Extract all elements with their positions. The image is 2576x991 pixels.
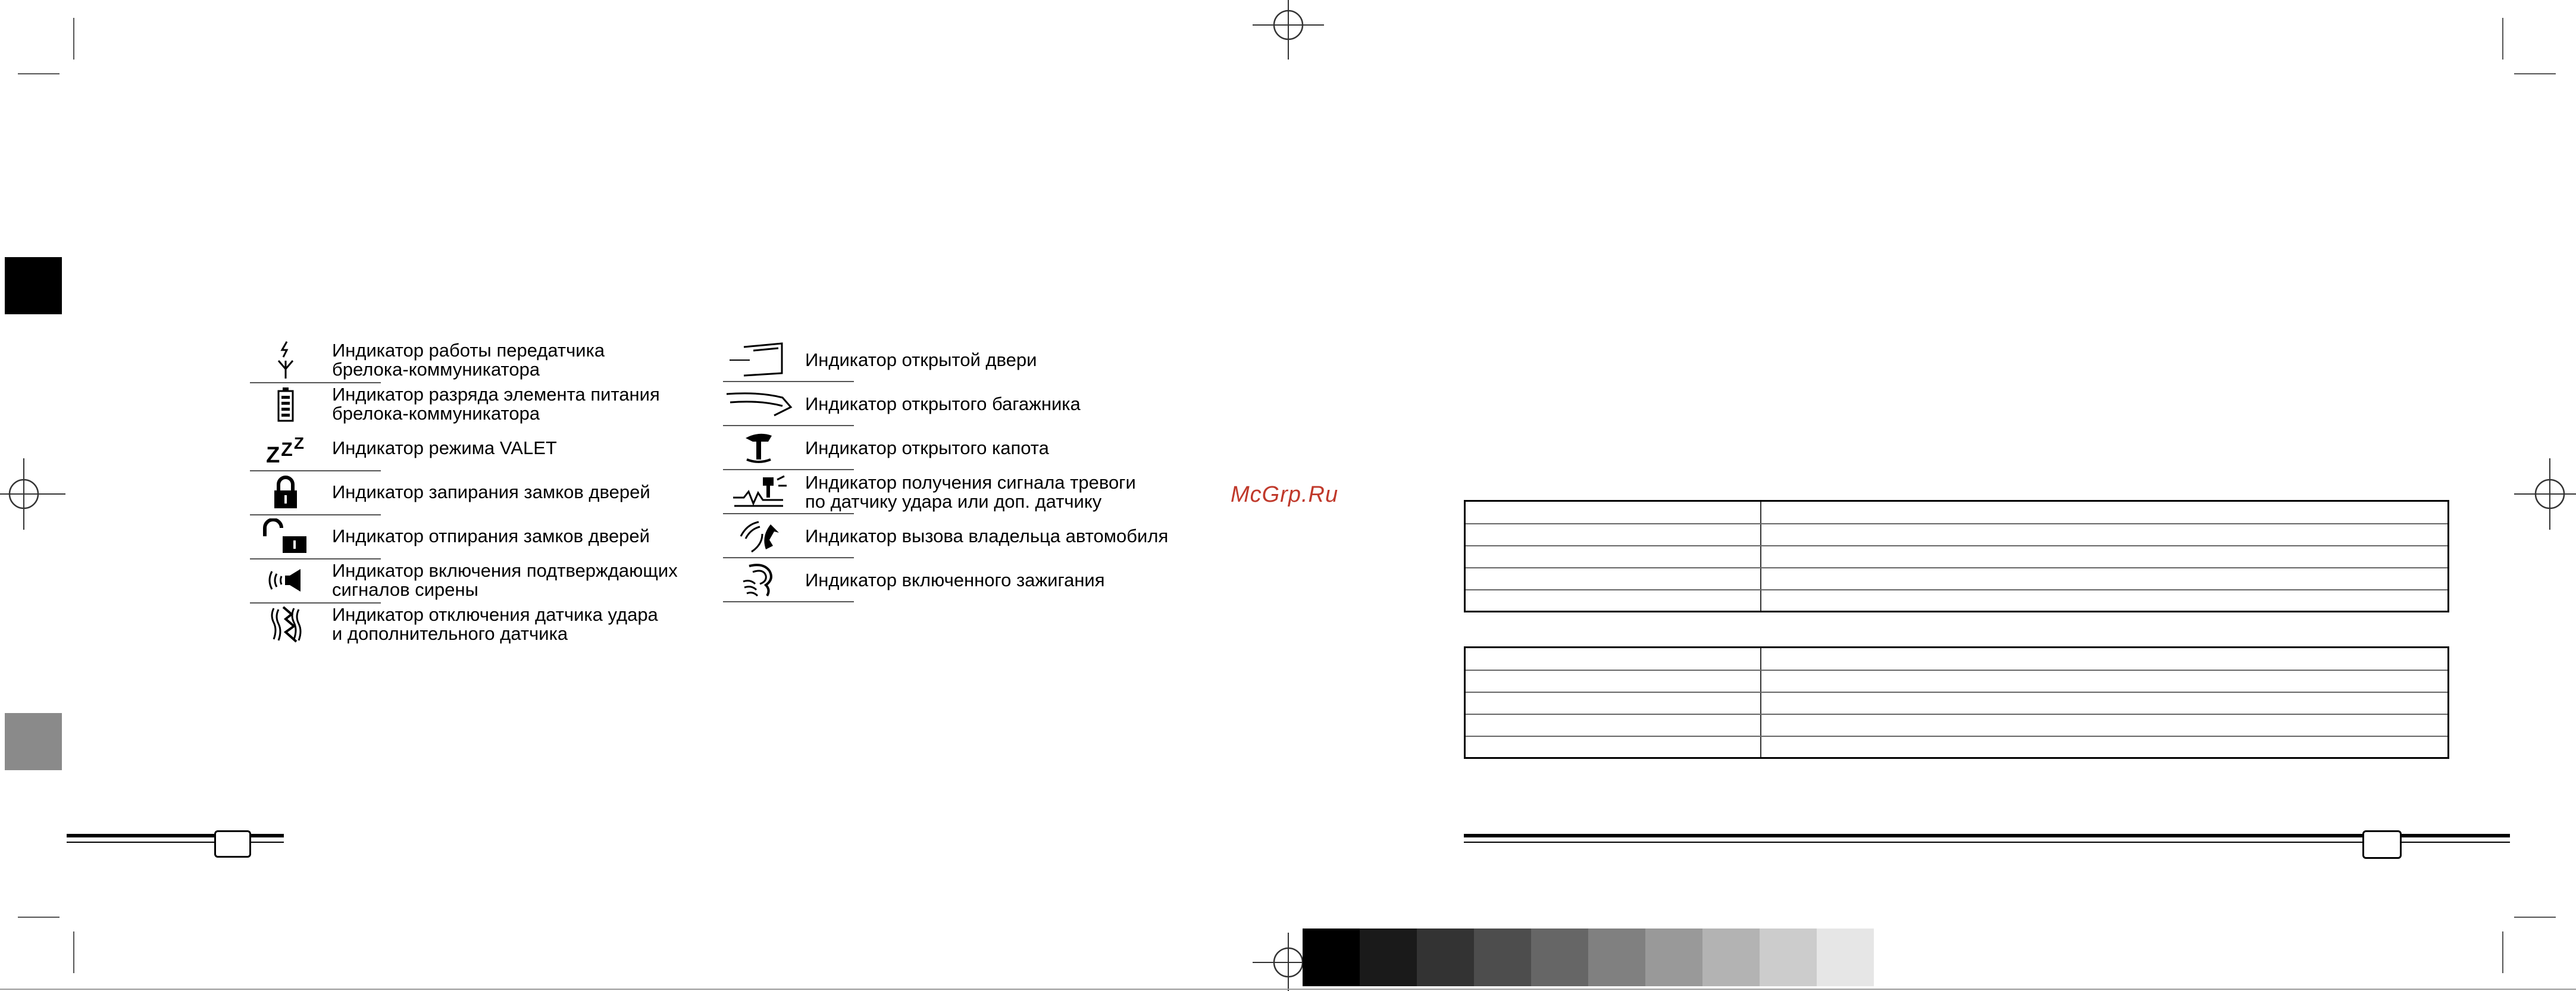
table-row-line [1466,523,2447,524]
legend-label: Индикатор вызова владельца автомобиля [805,526,1169,546]
gray-swatch [1645,929,1702,986]
alarm-hammer-icon [723,470,794,514]
gray-swatch [1702,929,1760,986]
table-row-line [1466,670,2447,671]
gray-swatch [1417,929,1474,986]
legend-label: Индикатор работы передатчика брелока-коммуникатора [332,340,605,380]
legend-label: Индикатор открытой двери [805,349,1037,370]
table-row-line [1466,589,2447,590]
antenna-lightning-icon [250,338,321,382]
legend-item-unlock [250,514,726,558]
legend-label: Индикатор запирания замков дверей [332,482,650,502]
legend-label: Индикатор отпирания замков дверей [332,526,650,546]
legend-label: Индикатор включения подтверждающих сигналов сирены [332,560,678,600]
gray-swatch [1360,929,1417,986]
legend-item-ignition [723,558,1259,602]
registration-mark-right [2514,458,2576,530]
legend-item-valet [250,426,726,470]
divider [723,601,854,602]
blank-table-2 [1464,646,2449,759]
legend-item-door [723,338,1259,382]
legend-label: Индикатор открытого багажника [805,393,1081,414]
registration-mark-left [0,458,65,530]
table-row-line [1466,692,2447,693]
gray-swatch [1474,929,1531,986]
gray-swatch [1817,929,1874,986]
blank-table-1 [1464,500,2449,612]
door-open-icon [723,338,794,382]
legend-label: Индикатор открытого капота [805,437,1049,458]
legend-item-hood [723,426,1259,470]
hood-open-icon [723,426,794,470]
divider [250,514,381,515]
crop-mark [73,931,74,973]
battery-icon [250,382,321,426]
legend-label: Индикатор включенного зажигания [805,570,1105,590]
legend-item-trunk [723,382,1259,426]
legend-item-shock-off [250,602,726,646]
divider [250,470,381,471]
ignition-on-icon [723,558,794,602]
page-number-box [2362,830,2402,859]
table-row-line [1466,567,2447,568]
zzz-icon: Z Z Z [266,434,305,468]
legend-item-transmitter [250,338,726,382]
phone-call-icon [723,514,794,558]
legend-label: Индикатор получения сигнала тревоги по датчику удара или доп. датчику [805,472,1136,512]
table-column-divider [1760,502,1761,611]
gray-swatch [1588,929,1645,986]
shock-sensor-off-icon [250,602,321,646]
crop-mark [18,73,60,74]
divider [250,558,381,559]
gray-swatch [1303,929,1360,986]
trunk-open-icon [723,382,794,426]
table-column-divider [1760,648,1761,757]
table-row-line [1466,545,2447,546]
lock-closed-icon [250,470,321,514]
section-tab-gray [5,713,62,770]
legend-item-lock [250,470,726,514]
gray-swatch [1531,929,1588,986]
crop-mark [2514,73,2556,74]
legend-item-battery [250,382,726,426]
watermark: McGrp.Ru [1231,482,1339,507]
crop-mark [2502,18,2503,60]
lock-open-icon [250,514,321,558]
divider [250,382,381,383]
siren-speaker-icon [250,558,321,602]
table-row-line [1466,736,2447,737]
crop-mark [2514,917,2556,918]
legend-label: Индикатор режима VALET [332,437,557,458]
legend-label: Индикатор разряда элемента питания брелока-коммуникатора [332,384,660,424]
section-tab-dark [5,257,62,314]
table-row-line [1466,714,2447,715]
legend-item-call [723,514,1259,558]
divider [250,602,381,604]
legend-item-siren [250,558,726,602]
registration-mark-top [1253,0,1324,60]
trim-line [0,989,2576,990]
crop-mark [2502,931,2503,973]
crop-mark [18,917,60,918]
page-number-box [214,830,251,858]
gray-swatch [1760,929,1817,986]
legend-label: Индикатор отключения датчика удара и дополнительного датчика [332,604,658,644]
legend-item-alarm [723,470,1259,514]
crop-mark [73,18,74,60]
